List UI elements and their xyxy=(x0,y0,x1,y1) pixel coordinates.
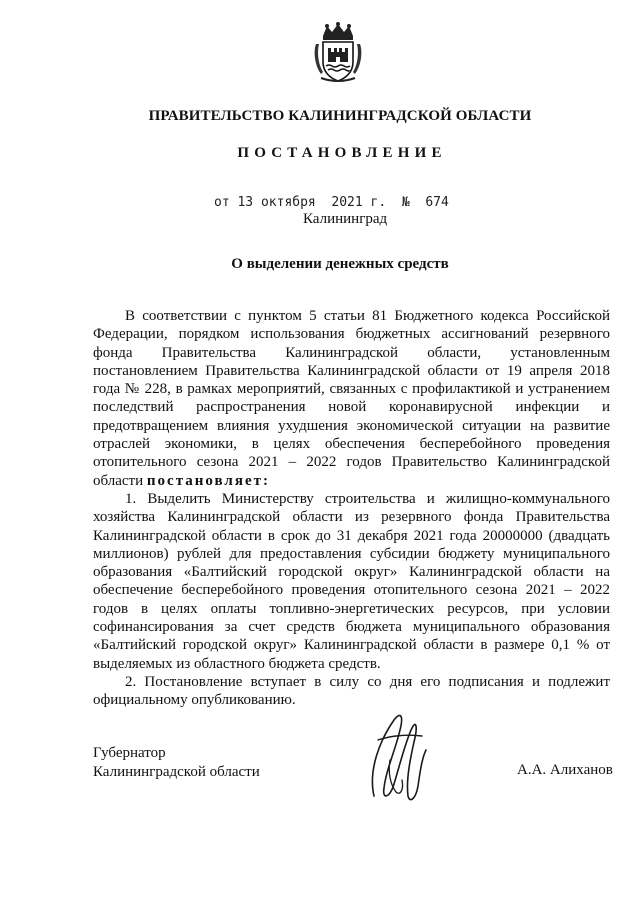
signatory-title-line-1: Губернатор xyxy=(93,745,166,761)
kaliningrad-coat-of-arms-icon xyxy=(313,22,363,84)
signatory-title xyxy=(93,744,260,781)
preamble-paragraph xyxy=(93,307,610,490)
document-body xyxy=(93,307,610,710)
preamble-text: В соответствии с пунктом 5 статьи 81 Бюджетного кодекса Российской Федерации, порядком использования бюджетных ассигнований резервного фонда Правительства Калининградской области, установленным постановлением Правительства Калининградской области от 19 апреля 2018 года № 228, в рамках мероприятий, связанных с профилактикой и устранением последствий распространения новой коронавирусной инфекции и предотвращением влияния ухудшения экономической ситуации на развитие отраслей экономики, в целях обеспечения бесперебойного проведения отопительного сезона 2021 – 2022 годов Правительство Калининградской области xyxy=(93,308,610,489)
organization-title: ПРАВИТЕЛЬСТВО КАЛИНИНГРАДСКОЙ ОБЛАСТИ xyxy=(148,108,532,124)
item-1-paragraph: 1. Выделить Министерству строительства и жилищно-коммунального хозяйства Калининградской области из резервного фонда Правительства Калининградской области в срок до 31 декабря 2021 года 20000000 (двадцать миллионов) рублей для предоставления субсидии бюджету муниципального образования «Балтийский городской округ» Калининградской области на обеспечение бесперебойного проведения отопительного сезона 2021 – 2022 годов в целях оплаты топливно-энергетических ресурсов, при условии софинансирования за счет средств бюджета муниципального образования «Балтийский городской округ» Калининградской области в размере 0,1 % от выделяемых из областного бюджета средств. xyxy=(93,490,610,672)
signatory-name: А.А. Алиханов xyxy=(517,762,613,778)
date-and-number: от 13 октября 2021 г. № 674 xyxy=(214,195,449,210)
city: Калининград xyxy=(303,211,388,227)
handwritten-signature-icon xyxy=(360,700,440,810)
document-subject: О выделении денежных средств xyxy=(231,256,449,272)
item-2-paragraph: 2. Постановление вступает в силу со дня его подписания и подлежит официальному опубликованию. xyxy=(93,673,610,709)
document-type: ПОСТАНОВЛЕНИЕ xyxy=(237,145,447,161)
decrees-word: постановляет: xyxy=(146,472,270,489)
signatory-title-line-2: Калининградской области xyxy=(93,763,260,780)
